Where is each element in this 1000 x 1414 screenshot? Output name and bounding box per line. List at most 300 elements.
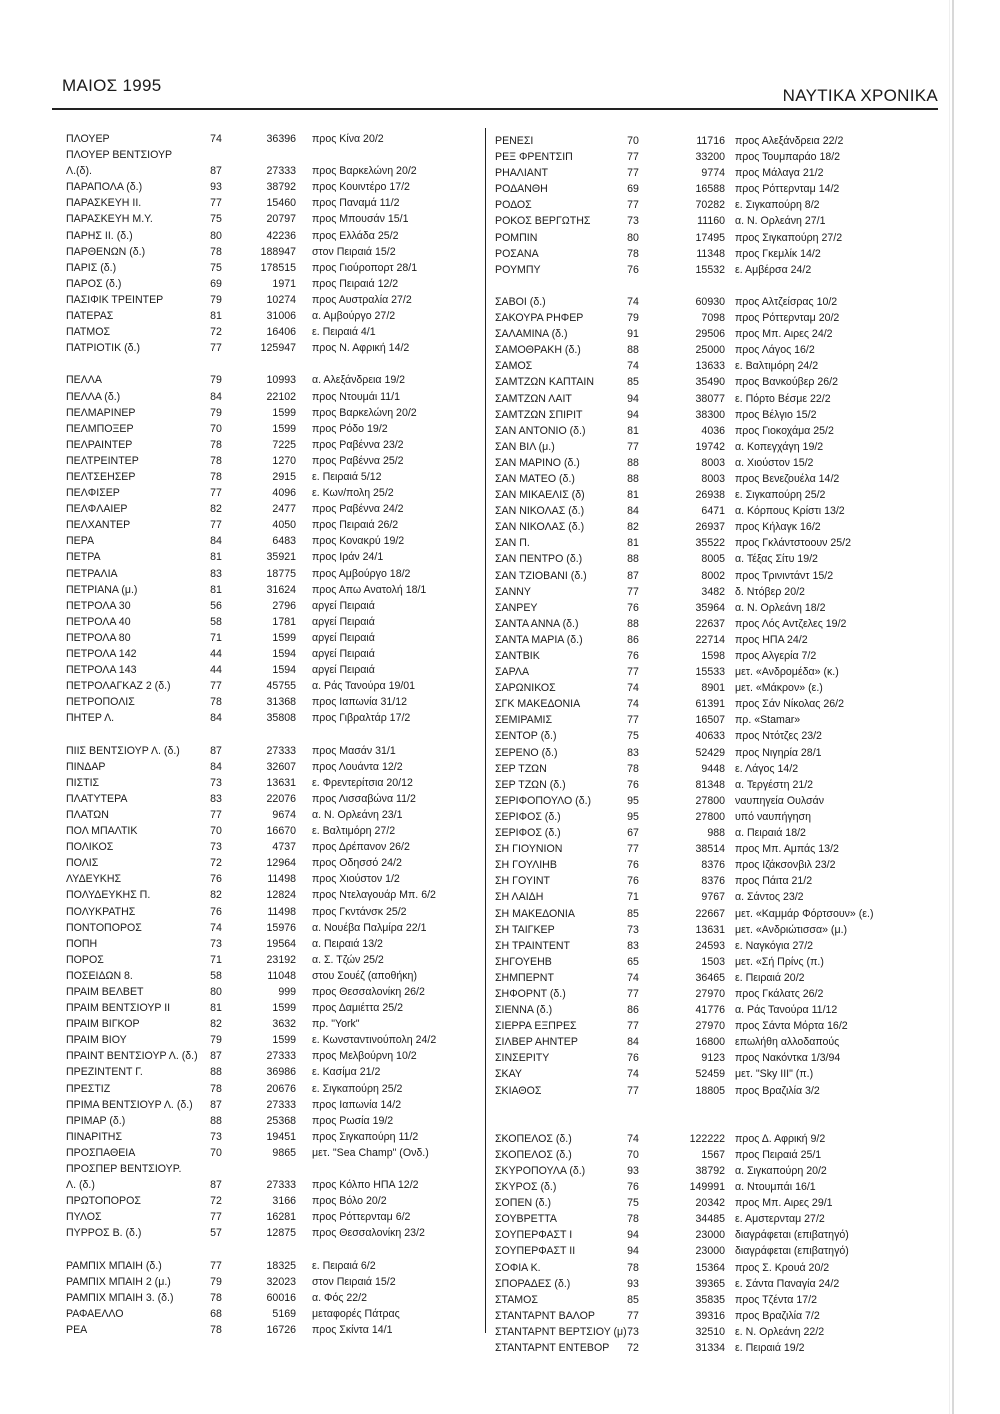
ship-row [56, 630, 466, 646]
ship-row [495, 745, 925, 761]
ship-name: ΣΗΜΠΕΡΝΤ [495, 971, 554, 984]
ship-ton: 60930 [695, 295, 725, 308]
ship-name: ΣΠΟΡΑΔΕΣ (δ.) [495, 1277, 571, 1290]
ship-ton: 45755 [266, 680, 296, 693]
ship-ton: 52429 [695, 746, 725, 759]
ship-row [56, 662, 466, 678]
ship-row [495, 1340, 925, 1356]
ship-row [56, 1129, 466, 1145]
ship-name: ΠΕΤΡΟΛΑ 80 [66, 631, 131, 644]
ship-year: 77 [627, 151, 639, 164]
ship-year: 84 [210, 535, 222, 548]
ship-name: ΠΙΝΔΑΡ [66, 760, 106, 773]
ship-row [56, 1177, 466, 1193]
ship-year: 93 [210, 181, 222, 194]
section-gap [495, 1099, 925, 1115]
ship-ton: 39316 [695, 1309, 725, 1322]
ship-year: 84 [627, 1036, 639, 1049]
ship-dest: α. Χιούστον 15/2 [735, 456, 814, 469]
ship-year: 93 [627, 1277, 639, 1290]
ship-dest: προς Γιούροπορτ 28/1 [312, 261, 418, 274]
ship-name: ΣΕΝΤΟΡ (δ.) [495, 730, 557, 743]
ship-year: 76 [627, 859, 639, 872]
ship-row [56, 260, 466, 276]
ship-ton: 25368 [266, 1114, 296, 1127]
ship-name: ΣΟΥΒΡΕΤΤΑ [495, 1213, 557, 1226]
ship-name: ΣΙΝΣΕΡΙΤΥ [495, 1052, 550, 1065]
ship-year: 78 [627, 1213, 639, 1226]
ship-name: ΣΑΝ ΒΙΛ (μ.) [495, 440, 555, 453]
ship-row [495, 197, 925, 213]
ship-ton: 3482 [701, 585, 725, 598]
ship-name: ΠΟΛΥΔΕΥΚΗΣ Π. [66, 889, 151, 902]
ship-dest: μετ. «Ανδρομέδα» (κ.) [735, 666, 839, 679]
ship-dest: α. Ντουμπάι 16/1 [735, 1181, 816, 1194]
ship-row [495, 568, 925, 584]
ship-name: ΡΟΚΟΣ ΒΕΡΓΩΤΗΣ [495, 215, 591, 228]
ship-year: 73 [210, 1130, 222, 1143]
ship-dest: στου Σουέζ (αποθήκη) [312, 969, 417, 982]
ship-row [56, 485, 466, 501]
ship-ton: 1599 [272, 631, 296, 644]
ship-ton: 29506 [695, 328, 725, 341]
ship-ton: 1567 [701, 1148, 725, 1161]
ship-ton: 61391 [695, 698, 725, 711]
ship-name: ΠΡΙΜΑ ΒΕΝΤΣΙΟΥΡ Λ. (δ.) [66, 1098, 193, 1111]
ship-ton: 16507 [695, 714, 725, 727]
ship-ton: 16281 [266, 1211, 296, 1224]
ship-year: 84 [210, 390, 222, 403]
ship-ton: 9774 [701, 167, 725, 180]
ship-ton: 18805 [695, 1084, 725, 1097]
ship-row [495, 471, 925, 487]
ship-row [56, 968, 466, 984]
ship-row [495, 793, 925, 809]
ship-ton: 8005 [701, 553, 725, 566]
ship-year: 84 [210, 712, 222, 725]
ship-name: ΠΡΑΙΜ ΒΙΓΚΟΡ [66, 1018, 140, 1031]
ship-dest: α. Φός 22/2 [312, 1291, 368, 1304]
ship-dest: προς Τουμπαράο 18/2 [735, 151, 841, 164]
ship-dest: ε. Βαλτιμόρη 24/2 [735, 360, 819, 373]
ship-dest: δ. Ντόβερ 20/2 [735, 585, 805, 598]
ship-year: 78 [210, 470, 222, 483]
ship-dest: επωλήθη αλλοδαπούς [735, 1036, 840, 1049]
ship-row [56, 437, 466, 453]
ship-dest: ε. Κωνσταντινούπολη 24/2 [312, 1034, 437, 1047]
ship-row [56, 1081, 466, 1097]
ship-name: ΣΑΜΤΖΩΝ ΛΑΙΤ [495, 392, 572, 405]
ship-row [56, 1032, 466, 1048]
ship-ton: 22637 [695, 617, 725, 630]
ship-row [495, 133, 925, 149]
ship-year: 79 [627, 312, 639, 325]
ship-row [495, 1083, 925, 1099]
ship-row [56, 1193, 466, 1209]
ship-name: ΣΤΑΝΤΑΡΝΤ ΒΕΡΤΣΙΟΥ (μ) [495, 1325, 627, 1338]
ship-name: ΠΛΟΥΕΡ ΒΕΝΤΣΙΟΥΡ [66, 149, 173, 162]
ship-dest: προς Πάιτα 21/2 [735, 875, 813, 888]
ship-row [56, 501, 466, 517]
ship-name: ΣΤΑΝΤΑΡΝΤ ΒΑΛΟΡ [495, 1309, 595, 1322]
ship-ton: 35522 [695, 537, 725, 550]
ship-row [495, 310, 925, 326]
ship-row [56, 1113, 466, 1129]
ship-name: ΣΑΝ ΠΕΝΤΡΟ (δ.) [495, 553, 583, 566]
ship-year: 74 [627, 360, 639, 373]
ship-dest: προς Βαρκελώνη 20/2 [312, 406, 417, 419]
ship-dest: προς Πειραιά 12/2 [312, 277, 399, 290]
ship-row [495, 970, 925, 986]
ship-ton: 122222 [689, 1132, 725, 1145]
ship-ton: 25000 [695, 344, 725, 357]
ship-dest: διαγράφεται (επιβατηγό) [735, 1245, 849, 1258]
ship-name: Λ. (δ.) [66, 1179, 95, 1192]
ship-year: 88 [210, 1066, 222, 1079]
ship-ton: 36465 [695, 971, 725, 984]
ship-row [495, 487, 925, 503]
ship-ton: 6483 [272, 535, 296, 548]
ship-ton: 1599 [272, 406, 296, 419]
ship-name: ΠΕΤΡΟΠΟΛΙΣ [66, 696, 135, 709]
ship-name: ΣΑΝΤΑ ΜΑΡΙΑ (δ.) [495, 633, 583, 646]
ship-name: ΠΑΡΑΣΚΕΥΗ Μ.Υ. [66, 213, 153, 226]
ship-row [56, 292, 466, 308]
ship-name: ΠΡΟΣΠΕΡ ΒΕΝΤΣΙΟΥΡ. [66, 1163, 182, 1175]
ship-name: ΣΗ ΛΑΙΔΗ [495, 891, 544, 904]
ship-name: ΠΑΡΑΣΚΕΥΗ ΙΙ. [66, 197, 142, 210]
ship-dest: προς Θεσσαλονίκη 26/2 [312, 985, 425, 998]
ship-row [495, 1066, 925, 1082]
ship-row [56, 228, 466, 244]
ship-year: 76 [627, 650, 639, 662]
ship-dest: προς Δαμιέττα 25/2 [312, 1002, 403, 1015]
ship-year: 81 [210, 1002, 222, 1015]
ship-row [495, 1147, 925, 1163]
ship-name: ΣΕΡ ΤΖΩΝ [495, 762, 547, 775]
ship-year: 93 [627, 1165, 639, 1177]
ship-year: 77 [627, 167, 639, 180]
ship-ton: 81348 [695, 778, 725, 791]
ship-year: 77 [210, 808, 222, 821]
ship-year: 78 [210, 1323, 222, 1336]
ship-row [495, 1292, 925, 1308]
ship-year: 75 [627, 730, 639, 743]
ship-year: 73 [627, 215, 639, 228]
ship-dest: ε. Πόρτο Βέσμε 22/2 [735, 392, 831, 405]
ship-year: 83 [627, 939, 639, 952]
ship-row [56, 920, 466, 936]
ship-row [495, 632, 925, 648]
ship-year: 69 [210, 277, 222, 290]
ship-ton: 8002 [701, 569, 725, 582]
ship-name: ΣΟΥΠΕΡΦΑΣΤ ΙΙ [495, 1245, 576, 1258]
ship-ton: 1598 [701, 650, 725, 662]
ship-dest: προς Λός Αντζελες 19/2 [735, 617, 847, 630]
ship-dest: προς Ιαπωνία 14/2 [312, 1098, 402, 1111]
ship-row [495, 165, 925, 181]
ship-dest: προς Ιαπωνία 31/12 [312, 696, 408, 709]
ship-dest: α. Ν. Ορλεάνη 23/1 [312, 808, 403, 821]
ship-year: 77 [210, 680, 222, 693]
ship-ton: 27333 [266, 744, 296, 757]
ship-year: 95 [627, 810, 639, 823]
ship-year: 77 [210, 519, 222, 532]
ship-row [495, 1163, 925, 1179]
section-gap [56, 1241, 466, 1257]
ship-year: 74 [627, 1132, 639, 1145]
ship-name: ΠΛΑΤΩΝ [66, 808, 109, 821]
ship-ton: 32510 [695, 1325, 725, 1338]
ship-year: 87 [210, 1098, 222, 1111]
ship-dest: προς Αμβούργο 18/2 [312, 567, 411, 580]
ship-row [56, 131, 466, 147]
ship-row [495, 1034, 925, 1050]
ship-ton: 38077 [695, 392, 725, 405]
ship-ton: 2796 [272, 599, 296, 612]
ship-dest: προς Ν. Αφρική 14/2 [312, 342, 410, 355]
ship-row [56, 179, 466, 195]
ship-name: ΣΚΥΡΟΠΟΥΛΑ (δ.) [495, 1165, 586, 1177]
ship-year: 82 [210, 1018, 222, 1031]
ship-row [56, 598, 466, 614]
ship-name: ΣΗ ΤΡΑΙΝΤΕΝΤ [495, 939, 571, 952]
ship-name: ΣΑΝ ΤΖΙΟΒΑΝΙ (δ.) [495, 569, 587, 582]
ship-ton: 36986 [266, 1066, 296, 1079]
ship-row [495, 712, 925, 728]
ship-year: 94 [627, 1229, 639, 1242]
ship-year: 85 [627, 376, 639, 389]
ship-dest: αργεί Πειραιά [312, 648, 375, 660]
ship-row [495, 407, 925, 423]
ship-row [495, 616, 925, 632]
ship-year: 88 [627, 553, 639, 566]
ship-year: 86 [627, 1004, 639, 1017]
ship-dest: αργεί Πειραιά [312, 599, 375, 612]
ship-ton: 15533 [695, 666, 725, 679]
ship-ton: 11160 [697, 215, 725, 228]
ship-name: ΣΚΑΥ [495, 1068, 522, 1081]
ship-dest: προς Γκεμλίκ 14/2 [735, 247, 821, 260]
ship-row [495, 1211, 925, 1227]
ship-row [495, 230, 925, 246]
column-divider [485, 128, 486, 1333]
ship-dest: μετ. "Sea Champ" (Ονδ.) [312, 1146, 429, 1159]
ship-row [495, 809, 925, 825]
ship-dest: προς Ρωσία 19/2 [312, 1114, 394, 1127]
ship-row [495, 825, 925, 841]
ship-ton: 27800 [695, 794, 725, 807]
ship-row [495, 455, 925, 471]
ship-row [56, 211, 466, 227]
ship-dest: α. Ράς Τανούρα 11/12 [735, 1004, 838, 1017]
ship-year: 73 [627, 923, 639, 936]
ship-name: ΣΙΕΝΝΑ (δ.) [495, 1004, 553, 1017]
ship-row [495, 1179, 925, 1195]
ship-year: 70 [627, 135, 639, 147]
ship-year: 78 [627, 247, 639, 260]
ship-dest: προς Βραζιλία 3/2 [735, 1084, 820, 1097]
ship-name: ΣΑΝΡΕΥ [495, 601, 538, 614]
ship-dest: προς Νιγηρία 28/1 [735, 746, 822, 759]
publication-title: ΝΑΥΤΙΚΑ ΧΡΟΝΙΚΑ [782, 86, 938, 105]
ship-row [56, 1016, 466, 1032]
ship-row [56, 984, 466, 1000]
ship-year: 78 [210, 696, 222, 709]
ship-row [56, 308, 466, 324]
ship-row [495, 648, 925, 664]
ship-dest: προς Μελβούρνη 10/2 [312, 1050, 417, 1063]
ship-ton: 12875 [266, 1227, 296, 1240]
ship-ton: 4036 [701, 424, 725, 437]
header-rule [52, 108, 938, 110]
ship-dest: προς Σιγκαπούρη 11/2 [312, 1130, 419, 1143]
ship-row [495, 728, 925, 744]
ship-ton: 999 [278, 985, 296, 998]
ship-name: ΠΕΛΛΑ [66, 374, 102, 387]
ship-name: ΠΡΕΣΤΙΖ [66, 1082, 111, 1095]
ship-ton: 27333 [266, 1098, 296, 1111]
ship-row [56, 340, 466, 356]
ship-ton: 20676 [266, 1082, 296, 1095]
ship-ton: 23192 [266, 953, 296, 966]
ship-row [495, 1260, 925, 1276]
ship-name: ΡΕΑ [66, 1323, 88, 1336]
ship-row [495, 374, 925, 390]
ship-row [56, 823, 466, 839]
ship-name: ΠΟΝΤΟΠΟΡΟΣ [66, 921, 142, 934]
ship-ton: 22714 [695, 633, 725, 646]
ship-ton: 34485 [695, 1213, 725, 1226]
ship-year: 74 [627, 682, 639, 695]
ship-dest: προς Ρόττερνταμ 6/2 [312, 1211, 411, 1224]
ship-year: 72 [210, 1195, 222, 1208]
ship-year: 83 [627, 746, 639, 759]
ship-name: ΣΟΥΠΕΡΦΑΣΤ Ι [495, 1229, 573, 1242]
ship-year: 83 [210, 567, 222, 580]
ship-name: ΠΟΠΗ [66, 937, 98, 950]
ship-name: ΣΑΒΟΙ (δ.) [495, 295, 546, 308]
ship-row [56, 517, 466, 533]
ship-ton: 16800 [695, 1036, 725, 1049]
ship-ton: 35921 [266, 551, 296, 564]
ship-name: ΣΑΜΟΘΡΑΚΗ (δ.) [495, 344, 581, 357]
ship-ton: 8901 [701, 682, 725, 695]
ship-ton: 31334 [695, 1342, 725, 1355]
ship-ton: 1594 [272, 648, 296, 660]
ship-year: 57 [210, 1227, 222, 1240]
ship-dest: προς Θεσσαλονίκη 23/2 [312, 1227, 425, 1240]
ship-dest: προς Κουιντέρο 17/2 [312, 181, 410, 194]
ship-row [495, 1002, 925, 1018]
ship-dest: ε. Πειραιά 6/2 [312, 1259, 376, 1272]
ship-ton: 26937 [695, 521, 725, 534]
ship-name: ΣΚΟΠΕΛΟΣ (δ.) [495, 1132, 572, 1145]
ship-name: ΠΡΕΖΙΝΤΕΝΤ Γ. [66, 1066, 143, 1079]
ship-dest: μετ. «Καμμάρ Φόρτσουν» (ε.) [735, 907, 874, 920]
ship-dest: ε. Πειραιά 20/2 [735, 971, 805, 984]
ship-row [56, 469, 466, 485]
ship-dest: μετ. «Ανδριώτισσα» (μ.) [735, 923, 848, 936]
ship-ton: 7098 [701, 312, 725, 325]
ship-ton: 11498 [267, 905, 296, 918]
ship-year: 77 [210, 1259, 222, 1272]
ship-ton: 38300 [695, 408, 725, 421]
ship-row [495, 181, 925, 197]
ship-name: ΣΕΡΙΦΟΠΟΥΛΟ (δ.) [495, 794, 592, 807]
ship-year: 77 [627, 666, 639, 679]
ship-year: 71 [210, 631, 222, 644]
ship-year: 94 [627, 392, 639, 405]
ship-row [56, 582, 466, 598]
ship-dest: προς Γιβραλτάρ 17/2 [312, 712, 411, 725]
ship-row [56, 678, 466, 694]
ship-year: 76 [627, 1181, 639, 1194]
ship-row [495, 439, 925, 455]
ship-name: ΠΙΝΑΡΙΤΗΣ [66, 1130, 122, 1143]
ship-year: 81 [210, 551, 222, 564]
ship-name: ΠΕΛΦΙΣΕΡ [66, 487, 120, 500]
ship-row [495, 600, 925, 616]
ship-dest: αργεί Πειραιά [312, 615, 375, 628]
ship-dest: ε. Σιγκαπούρη 25/2 [312, 1082, 403, 1095]
ship-dest: α. Νουέβα Παλμίρα 22/1 [312, 921, 427, 934]
ship-year: 84 [627, 505, 639, 518]
ship-ton: 52459 [695, 1068, 725, 1081]
ship-ton: 8376 [701, 859, 725, 872]
ship-row [56, 646, 466, 662]
ship-year: 58 [210, 615, 222, 628]
ship-row [56, 904, 466, 920]
ship-name: ΣΗΓΟΥΕΗΒ [495, 955, 552, 968]
ship-ton: 23000 [695, 1245, 725, 1258]
ship-name: ΠΟΣΕΙΔΩΝ 8. [66, 969, 133, 982]
ship-year: 56 [210, 599, 222, 612]
ship-ton: 13631 [695, 923, 725, 936]
ship-dest: ε. Σάντα Παναγία 24/2 [735, 1277, 840, 1290]
ship-ton: 20342 [695, 1197, 725, 1210]
ship-name: ΣΑΝΝΥ [495, 585, 531, 598]
ship-name: ΣΑΝ ΝΙΚΟΛΑΣ (δ.) [495, 521, 585, 534]
ship-row [495, 664, 925, 680]
ship-year: 81 [210, 583, 222, 596]
ship-name: ΣΑΝ Π. [495, 537, 530, 550]
ship-dest: ε. Κων/πολη 25/2 [312, 487, 394, 500]
ship-name: ΠΑΡΟΣ (δ.) [66, 277, 122, 290]
ship-name: ΣΑΜΤΖΩΝ ΚΑΠΤΑΙΝ [495, 376, 595, 389]
ship-row [495, 342, 925, 358]
ship-name: ΠΑΡΑΠΟΛΑ (δ.) [66, 181, 143, 194]
ship-dest: α. Αμβούργο 27/2 [312, 310, 396, 323]
ship-dest: α. Σάντος 23/2 [735, 891, 804, 904]
ship-ton: 22076 [266, 792, 296, 805]
ship-ton: 10274 [266, 293, 296, 306]
ship-dest: προς Ιζάκσονβιλ 23/2 [735, 859, 836, 872]
ship-ton: 16406 [266, 326, 296, 339]
ship-dest: α. Πειραιά 18/2 [735, 827, 806, 840]
ship-year: 84 [210, 760, 222, 773]
ship-year: 76 [210, 905, 222, 918]
ship-ton: 7225 [272, 438, 296, 451]
ship-ton: 33200 [695, 151, 725, 164]
ship-name: ΣΕΡΕΝΟ (δ.) [495, 746, 558, 759]
ship-year: 74 [210, 921, 222, 934]
ship-dest: ε. Βαλτιμόρη 27/2 [312, 825, 396, 838]
ship-year: 81 [210, 310, 222, 323]
ship-row [56, 1258, 466, 1274]
ship-ton: 15364 [695, 1261, 725, 1274]
ship-dest: ε. Πειραιά 19/2 [735, 1342, 805, 1355]
